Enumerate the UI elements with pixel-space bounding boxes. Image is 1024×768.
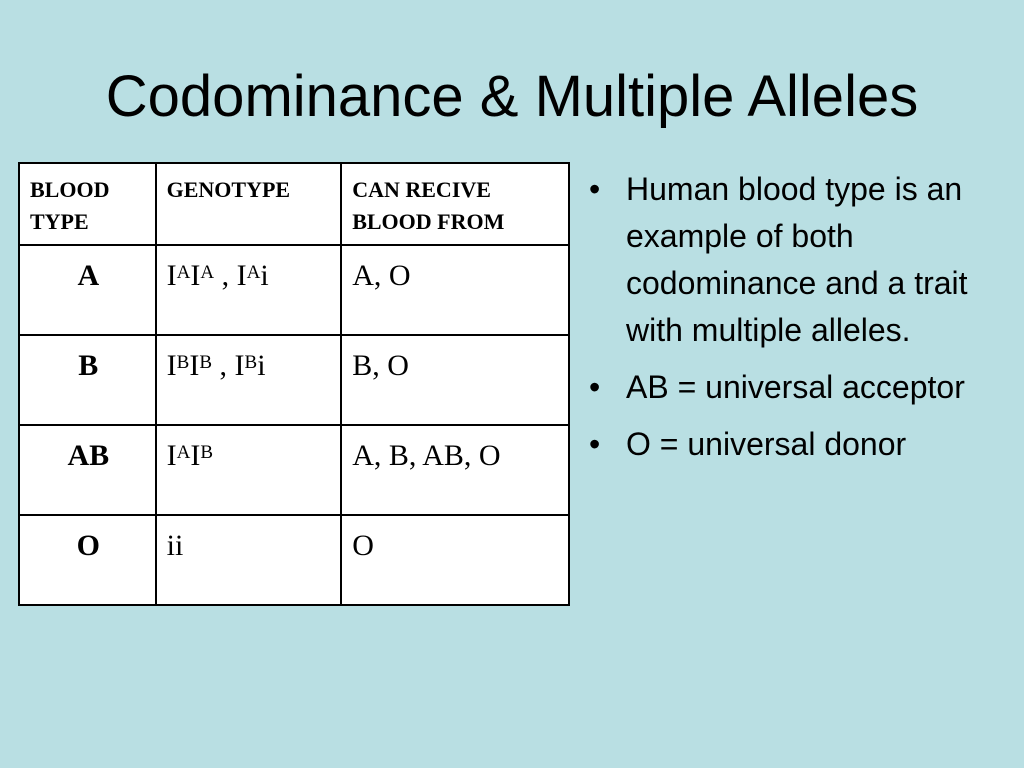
bullet-dot-icon: •	[589, 171, 601, 207]
table-header-row	[19, 163, 569, 245]
blood-type-table	[18, 162, 570, 606]
bullet-list	[585, 166, 1005, 478]
receive-cell: A, B, AB, O	[341, 425, 569, 515]
genotype-cell	[156, 515, 342, 605]
genotype-base: I	[166, 439, 177, 472]
allele-superscript: B	[176, 352, 190, 373]
bullet-dot-icon: •	[589, 426, 601, 462]
header-can-receive: CAN RECIVE BLOOD FROM	[341, 163, 569, 245]
genotype-base: I	[190, 259, 201, 292]
bullet-text: AB = universal acceptor	[626, 369, 965, 405]
table-row	[19, 335, 569, 425]
receive-cell: A, O	[341, 245, 569, 335]
bullet-dot-icon: •	[589, 369, 601, 405]
genotype-base: I	[166, 349, 177, 382]
allele-superscript: B	[200, 442, 214, 463]
blood-type-cell: A	[19, 245, 156, 335]
allele-superscript: B	[244, 352, 258, 373]
allele-superscript: B	[199, 352, 212, 373]
allele-superscript: A	[200, 262, 215, 283]
table-row	[19, 515, 569, 605]
table-row	[19, 245, 569, 335]
genotype-cell	[156, 245, 342, 335]
bullet-text: O = universal donor	[626, 426, 907, 462]
genotype-base: I	[189, 349, 200, 382]
genotype-base: I	[190, 439, 201, 472]
slide-title: Codominance & Multiple Alleles	[105, 64, 919, 129]
bullet-text: Human blood type is an example of both codominance and a trait with multiple alleles.	[626, 171, 968, 348]
receive-cell: B, O	[341, 335, 569, 425]
genotype-base: i	[260, 259, 269, 292]
genotype-base: i	[257, 349, 266, 382]
blood-type-cell: B	[19, 335, 156, 425]
genotype-base: , I	[212, 349, 245, 382]
table-row	[19, 425, 569, 515]
allele-superscript: A	[176, 262, 191, 283]
genotype-base: , I	[214, 259, 247, 292]
blood-type-cell: AB	[19, 425, 156, 515]
receive-cell: O	[341, 515, 569, 605]
bullet-item	[585, 166, 1005, 354]
blood-type-cell: O	[19, 515, 156, 605]
bullet-item	[585, 421, 1005, 468]
genotype-base: I	[166, 259, 177, 292]
header-blood-type: BLOOD TYPE	[19, 163, 156, 245]
header-genotype: GENOTYPE	[156, 163, 342, 245]
genotype-cell	[156, 335, 342, 425]
genotype-base: ii	[166, 529, 184, 562]
allele-superscript: A	[246, 262, 261, 283]
bullet-item	[585, 364, 1005, 411]
genotype-cell	[156, 425, 342, 515]
allele-superscript: A	[176, 442, 191, 463]
